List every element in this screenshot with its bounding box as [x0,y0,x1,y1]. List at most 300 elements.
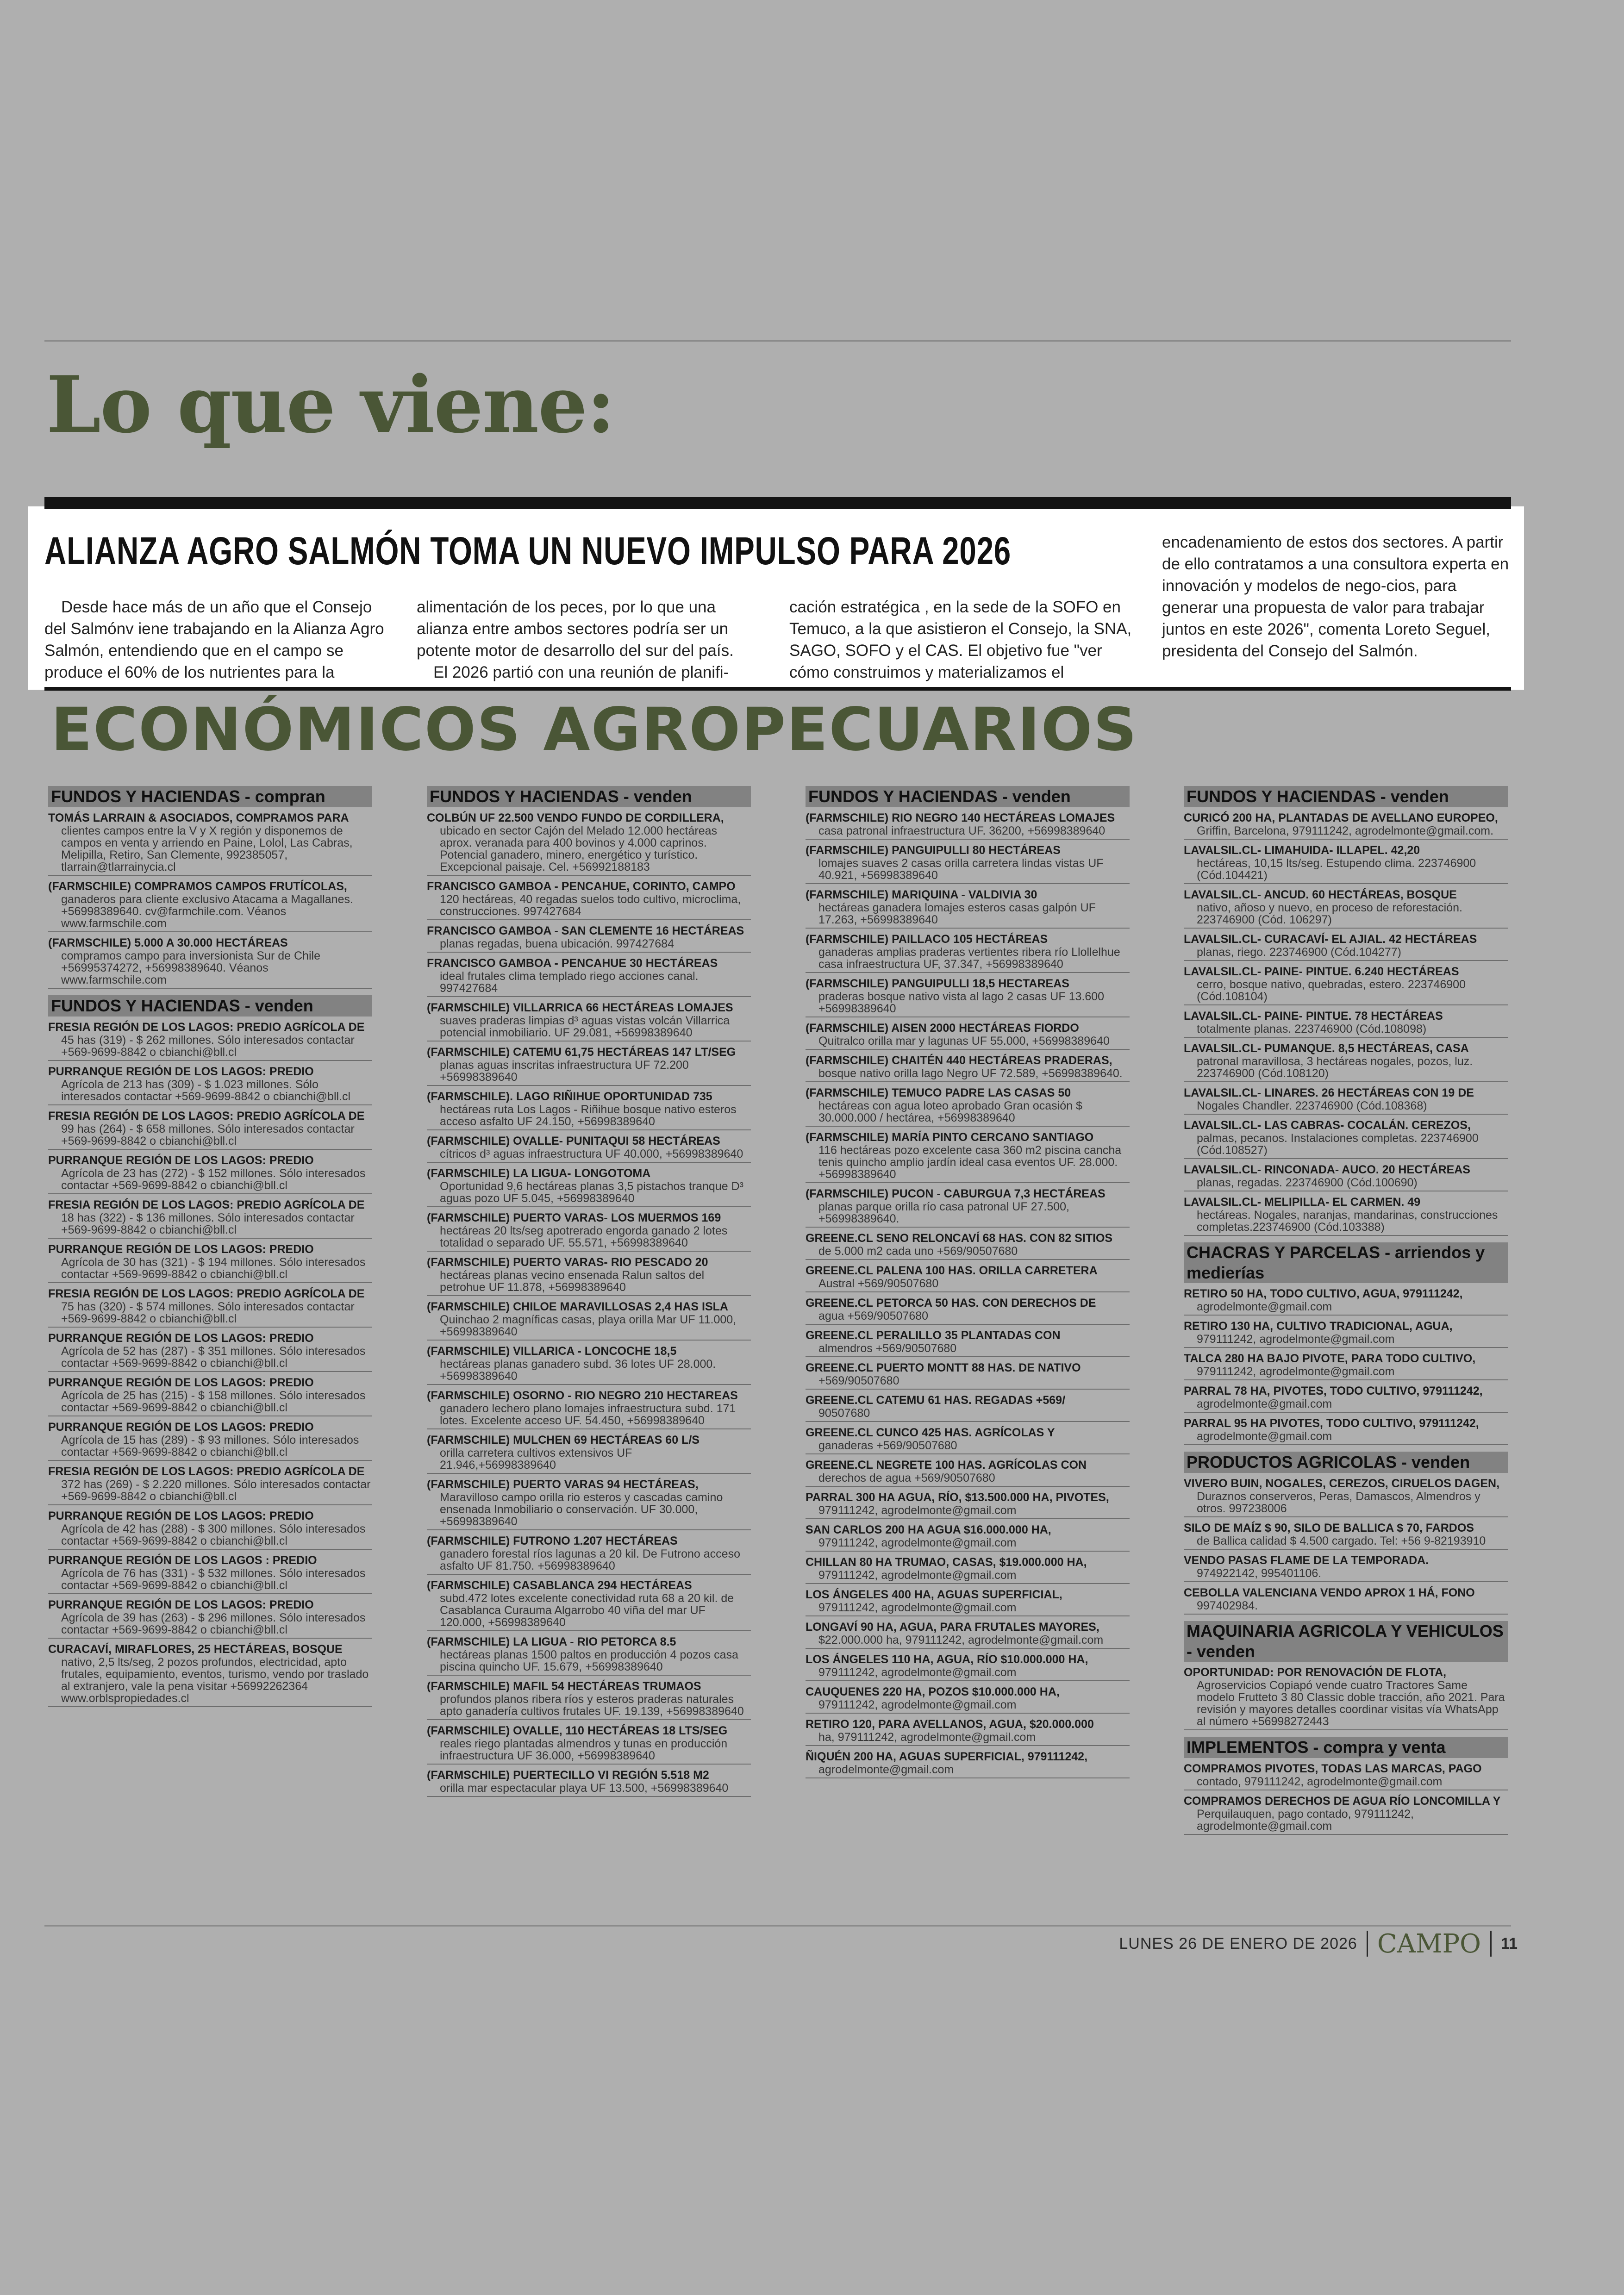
ad-body: 979111242, agrodelmonte@gmail.com [818,1536,1017,1549]
classified-ad [806,1085,1130,1127]
ad-body: Agrícola de 25 has (215) - $ 158 millones. Sólo interesados contactar +569-9699-8842 o cbianchi@bll.cl [61,1389,366,1414]
classified-ad [427,1388,751,1429]
ad-title: GREENE.CL CATEMU 61 HAS. REGADAS +569/ [806,1394,1066,1407]
classified-ad [806,1263,1130,1292]
classified-ad [48,1019,372,1061]
ad-body: orilla carretera cultivos extensivos UF 21.946,+56998389640 [440,1447,632,1472]
ad-body: subd.472 lotes excelente conectividad ruta 68 a 20 kil. de Casablanca Curauma Algarrobo 40 viña del mar UF 120.000, +56998389640 [440,1592,734,1629]
ad-body: Agrícola de 42 has (288) - $ 300 millones. Sólo interesados contactar +569-9699-8842 o cbianchi@bll.cl [61,1522,366,1547]
ad-body: cerro, bosque nativo, quebradas, estero. 223746900 (Cód.108104) [1197,978,1466,1003]
classified-ad [1184,964,1508,1005]
ad-body: hectáreas planas ganadero subd. 36 lotes UF 28.000. +56998389640 [440,1358,716,1383]
ad-body: Agrícola de 39 has (263) - $ 296 millones. Sólo interesados contactar +569-9699-8842 o cbianchi@bll.cl [61,1611,366,1636]
classified-ad [806,1230,1130,1260]
ad-body: 75 has (320) - $ 574 millones. Sólo interesados contactar +569-9699-8842 o cbianchi@bll.cl [61,1300,355,1325]
ad-title: PARRAL 300 HA AGUA, RÍO, $13.500.000 HA, PIVOTES, [806,1491,1109,1504]
classified-ad [427,923,751,953]
ad-body: planas parque orilla río casa patronal UF 27.500, +56998389640. [818,1200,1069,1225]
ad-title: GREENE.CL PUERTO MONTT 88 HAS. DE NATIVO [806,1361,1081,1374]
section-heading: MAQUINARIA AGRICOLA Y VEHICULOS - venden [1184,1621,1508,1662]
ad-title: PURRANQUE REGIÓN DE LOS LAGOS: PREDIO [48,1332,314,1345]
classified-ad [1184,1793,1508,1835]
classifieds-column-1 [48,786,372,1710]
section-heading: CHACRAS Y PARCELAS - arriendos y medierías [1184,1242,1508,1283]
classified-ad [1184,1476,1508,1517]
classified-ad [1184,1553,1508,1582]
ad-title: LAVALSIL.CL- PUMANQUE. 8,5 HECTÁREAS, CASA [1184,1042,1469,1055]
classified-ad [48,1375,372,1416]
ad-body: patronal maravillosa, 3 hectáreas nogales, pozos, luz. 223746900 (Cód.108120) [1197,1055,1473,1080]
ad-body: 116 hectáreas pozo excelente casa 360 m2 piscina cancha tenis quincho amplio jardín ideal casa eventos UF. 28.000. +56998389640 [818,1144,1122,1181]
ad-body: agrodelmonte@gmail.com [818,1763,954,1776]
ad-title: CURICÓ 200 HA, PLANTADAS DE AVELLANO EUROPEO, [1184,811,1498,824]
ad-body: ganadero forestal ríos lagunas a 20 kil. De Futrono acceso asfalto UF 81.750. +56998389640 [440,1547,740,1572]
ad-body: 45 has (319) - $ 262 millones. Sólo interesados contactar +569-9699-8842 o cbianchi@bll.cl [61,1034,355,1059]
ad-body: planas, riego. 223746900 (Cód.104277) [1197,946,1402,959]
news-column-3 [789,596,1146,683]
ad-title: (FARMSCHILE) 5.000 A 30.000 HECTÁREAS [48,936,288,949]
classified-ad [427,1723,751,1765]
ad-title: (FARMSCHILE) OVALLE- PUNITAQUI 58 HECTÁREAS [427,1135,720,1148]
classified-ad [48,1597,372,1639]
ad-title: PURRANQUE REGIÓN DE LOS LAGOS: PREDIO [48,1154,314,1167]
classified-ad [806,1425,1130,1454]
classified-ad [427,1767,751,1797]
ad-body: Quitralco orilla mar y lagunas UF 55.000, +56998389640 [818,1035,1110,1048]
classified-ad [48,1419,372,1461]
classified-ad [806,931,1130,973]
footer-divider [1367,1931,1368,1957]
ad-body: totalmente planas. 223746900 (Cód.108098) [1197,1023,1427,1035]
classified-ad [48,1286,372,1328]
ad-body: reales riego plantadas almendros y tunas en producción infraestructura UF 36.000, +56998389640 [440,1737,728,1762]
news-paragraph: Desde hace más de un año que el Consejo del Salmónv iene trabajando en la Alianza Agro Salmón, entendiendo que en el campo se produce el 60% de los nutrientes para la [44,598,384,681]
ad-title: PURRANQUE REGIÓN DE LOS LAGOS: PREDIO [48,1509,314,1522]
ad-title: (FARMSCHILE) OVALLE, 110 HECTÁREAS 18 LTS/SEG [427,1724,728,1737]
ad-body: de Ballica calidad $ 4.500 cargado. Tel: +56 9-82193910 [1197,1534,1486,1547]
classified-ad [806,842,1130,884]
ad-title: (FARMSCHILE) PUCON - CABURGUA 7,3 HECTÁREAS [806,1187,1106,1200]
classified-ad [806,887,1130,929]
ad-body: 974922142, 995401106. [1197,1567,1322,1580]
news-paragraph: El 2026 partió con una reunión de planifi- [433,663,729,681]
footer-brand: CAMPO [1377,1928,1481,1959]
classified-ad [806,1020,1130,1050]
news-column-4 [1162,531,1514,662]
ad-title: GREENE.CL PERALILLO 35 PLANTADAS CON [806,1329,1061,1342]
classified-ad [806,1619,1130,1649]
ad-body: Agrícola de 23 has (272) - $ 152 millones. Sólo interesados contactar +569-9699-8842 o cbianchi@bll.cl [61,1167,366,1192]
ad-body: ganaderos para cliente exclusivo Atacama a Magallanes. +56998389640. cv@farmchile.com. Véanos www.farmschile.com [61,893,353,930]
ad-title: LAVALSIL.CL- RINCONADA- AUCO. 20 HECTÁREAS [1184,1163,1470,1176]
ad-body: agua +569/90507680 [818,1310,929,1322]
ad-title: OPORTUNIDAD: POR RENOVACIÓN DE FLOTA, [1184,1666,1447,1679]
top-rule [44,340,1511,342]
ad-body: hectáreas ganadera lomajes esteros casas galpón UF 17.263, +56998389640 [818,901,1096,926]
ad-body: 372 has (269) - $ 2.220 millones. Sólo interesados contactar +569-9699-8842 o cbianchi@bll.cl [61,1478,371,1503]
ad-title: VIVERO BUIN, NOGALES, CEREZOS, CIRUELOS DAGEN, [1184,1477,1500,1490]
ad-title: PARRAL 78 HA, PIVOTES, TODO CULTIVO, 979111242, [1184,1384,1483,1397]
ad-title: COMPRAMOS DERECHOS DE AGUA RÍO LONCOMILLA Y [1184,1795,1501,1808]
ad-title: FRESIA REGIÓN DE LOS LAGOS: PREDIO AGRÍCOLA DE [48,1198,365,1211]
ad-body: Austral +569/90507680 [818,1277,939,1290]
ad-title: RETIRO 120, PARA AVELLANOS, AGUA, $20.000.000 [806,1718,1094,1731]
classified-ad [806,1749,1130,1778]
classified-ad [427,1432,751,1474]
ad-body: Agrícola de 213 has (309) - $ 1.023 millones. Sólo interesados contactar +569-9699-8842 o cbianchi@bll.cl [61,1078,351,1103]
ad-body: hectáreas con agua loteo aprobado Gran ocasión $ 30.000.000 / hectárea, +56998389640 [818,1099,1082,1124]
ad-body: casa patronal infraestructura UF. 36200, +56998389640 [818,824,1106,837]
classified-ad [48,1241,372,1283]
ad-title: LAVALSIL.CL- LINARES. 26 HECTÁREAS CON 19 DE [1184,1086,1474,1099]
ad-title: CHILLAN 80 HA TRUMAO, CASAS, $19.000.000 HA, [806,1556,1087,1569]
ad-title: FRESIA REGIÓN DE LOS LAGOS: PREDIO AGRÍCOLA DE [48,1465,365,1478]
classified-ad [1184,1351,1508,1380]
ad-body: 90507680 [818,1407,870,1420]
ad-body: praderas bosque nativo vista al lago 2 casas UF 13.600 +56998389640 [818,990,1105,1015]
section-heading: FUNDOS Y HACIENDAS - venden [1184,786,1508,807]
section-title: Lo que viene: [46,359,615,450]
ad-title: LONGAVÍ 90 HA, AGUA, PARA FRUTALES MAYORES, [806,1621,1099,1634]
classified-ad [427,1578,751,1631]
ad-title: (FARMSCHILE) LA LIGUA- LONGOTOMA [427,1167,651,1180]
classified-ad [806,810,1130,840]
ad-title: CEBOLLA VALENCIANA VENDO APROX 1 HÁ, FONO [1184,1586,1475,1599]
ad-title: (FARMSCHILE) PUERTO VARAS- LOS MUERMOS 169 [427,1211,721,1224]
classified-ad [806,1392,1130,1422]
classified-ad [427,1166,751,1207]
classified-ad [806,1522,1130,1552]
ad-title: ÑIQUÉN 200 HA, AGUAS SUPERFICIAL, 979111242, [806,1750,1088,1763]
classified-ad [1184,810,1508,840]
classified-ad [806,1053,1130,1082]
classified-ad [1184,1117,1508,1159]
classified-ad [806,1684,1130,1714]
classified-ad [1184,1318,1508,1348]
ad-title: PURRANQUE REGIÓN DE LOS LAGOS: PREDIO [48,1243,314,1256]
ad-body: Agrícola de 30 has (321) - $ 194 millones. Sólo interesados contactar +569-9699-8842 o cbianchi@bll.cl [61,1256,366,1281]
classified-ad [1184,1383,1508,1413]
ad-body: Nogales Chandler. 223746900 (Cód.108368) [1197,1099,1427,1112]
ad-body: almendros +569/90507680 [818,1342,957,1355]
ad-title: SAN CARLOS 200 HA AGUA $16.000.000 HA, [806,1523,1051,1536]
classified-ad [1184,842,1508,884]
ad-body: hectáreas. Nogales, naranjas, mandarinas, construcciones completas.223746900 (Cód.103388) [1197,1209,1498,1234]
ad-title: PURRANQUE REGIÓN DE LOS LAGOS: PREDIO [48,1376,314,1389]
ad-title: LAVALSIL.CL- PAINE- PINTUE. 6.240 HECTÁREAS [1184,965,1459,978]
news-column-1 [44,596,392,683]
section-heading: FUNDOS Y HACIENDAS - venden [806,786,1130,807]
ad-body: nativo, añoso y nuevo, en proceso de reforestación. 223746900 (Cód. 106297) [1197,901,1462,926]
classified-ad [427,1089,751,1130]
ad-body: compramos campo para inversionista Sur de Chile +56995374272, +56998389640. Véanos www.farmschile.com [61,949,320,986]
classified-ad [427,1299,751,1341]
classified-ad [48,810,372,876]
classified-ad [427,955,751,997]
classified-ad [1184,1585,1508,1615]
classified-ad [427,1254,751,1296]
classified-ad [427,1343,751,1385]
ad-title: (FARMSCHILE) PUERTO VARAS- RIO PESCADO 20 [427,1256,708,1269]
ad-body: lomajes suaves 2 casas orilla carretera lindas vistas UF 40.921, +56998389640 [818,857,1104,882]
ad-title: RETIRO 130 HA, CULTIVO TRADICIONAL, AGUA, [1184,1320,1453,1333]
ad-body: clientes campos entre la V y X región y disponemos de campos en venta y arriendo en Paine, Lolol, Las Cabras, Melipilla, Retiro, San Clemente, 992385057, tlarrain@tlarrainycia.cl [61,824,353,873]
classified-ad [427,1533,751,1575]
ad-body: 979111242, agrodelmonte@gmail.com [818,1569,1017,1582]
ad-body: planas, regadas. 223746900 (Cód.100690) [1197,1176,1418,1189]
classified-ad [806,1186,1130,1228]
ad-body: 120 hectáreas, 40 regadas suelos todo cultivo, microclima, construcciones. 997427684 [440,893,741,918]
classified-ad [427,1477,751,1530]
classified-ad [48,1330,372,1372]
ad-body: profundos planos ribera ríos y esteros praderas naturales apto ganadería cultivos frutales UF. 19.139, +56998389640 [440,1693,744,1718]
ad-title: FRESIA REGIÓN DE LOS LAGOS: PREDIO AGRÍCOLA DE [48,1287,365,1300]
ad-title: (FARMSCHILE) TEMUCO PADRE LAS CASAS 50 [806,1086,1071,1099]
ad-title: PURRANQUE REGIÓN DE LOS LAGOS: PREDIO [48,1421,314,1434]
ad-title: (FARMSCHILE) COMPRAMOS CAMPOS FRUTÍCOLAS, [48,880,347,893]
ad-title: (FARMSCHILE) PANGUIPULLI 80 HECTÁREAS [806,844,1061,857]
classified-ad [806,1587,1130,1616]
classifieds-column-3 [806,786,1130,1781]
footer-date: LUNES 26 DE ENERO DE 2026 [1119,1934,1357,1952]
page-number: 11 [1501,1934,1518,1952]
ad-title: (FARMSCHILE) PUERTO VARAS 94 HECTÁREAS, [427,1478,699,1491]
ad-body: agrodelmonte@gmail.com [1197,1430,1332,1443]
ad-title: VENDO PASAS FLAME DE LA TEMPORADA. [1184,1554,1429,1567]
ad-title: (FARMSCHILE). LAGO RIÑIHUE OPORTUNIDAD 735 [427,1090,712,1103]
ad-title: (FARMSCHILE) FUTRONO 1.207 HECTÁREAS [427,1534,678,1547]
ad-title: TOMÁS LARRAIN & ASOCIADOS, COMPRAMOS PARA [48,811,349,824]
classified-ad [1184,1286,1508,1316]
section-heading: PRODUCTOS AGRICOLAS - venden [1184,1452,1508,1473]
ad-title: CAUQUENES 220 HA, POZOS $10.000.000 HA, [806,1685,1060,1698]
ad-body: Quinchao 2 magníficas casas, playa orilla Mar UF 11.000, +56998389640 [440,1313,737,1338]
news-top-rule [44,497,1511,509]
ad-title: LOS ÁNGELES 400 HA, AGUAS SUPERFICIAL, [806,1588,1062,1601]
news-paragraph: alimentación de los peces, por lo que una alianza entre ambos sectores podría ser un potente motor de desarrollo del sur del país. [417,598,734,660]
ad-body: Duraznos conserveros, Peras, Damascos, Almendros y otros. 997238006 [1197,1490,1480,1515]
ad-body: planas regadas, buena ubicación. 997427684 [440,937,674,950]
classified-ad [48,1641,372,1707]
ad-body: derechos de agua +569/90507680 [818,1472,995,1484]
ad-title: COLBÚN UF 22.500 VENDO FUNDO DE CORDILLERA, [427,811,724,824]
ad-body: Agrícola de 15 has (289) - $ 93 millones. Sólo interesados contactar +569-9699-8842 o cbianchi@bll.cl [61,1434,359,1459]
ad-body: orilla mar espectacular playa UF 13.500, +56998389640 [440,1782,729,1795]
ad-title: TALCA 280 HA BAJO PIVOTE, PARA TODO CULTIVO, [1184,1352,1476,1365]
ad-title: LAVALSIL.CL- CURACAVÍ- EL AJIAL. 42 HECTÁREAS [1184,933,1477,946]
ad-body: hectáreas, 10,15 lts/seg. Estupendo clima. 223746900 (Cód.104421) [1197,857,1476,882]
ad-body: Oportunidad 9,6 hectáreas planas 3,5 pistachos tranque D³ aguas pozo UF 5.045, +56998389640 [440,1180,743,1205]
ad-body: Perquilauquen, pago contado, 979111242, agrodelmonte@gmail.com [1197,1808,1414,1833]
ad-body: ganadero lechero plano lomajes infraestructura subd. 171 lotes. Excelente acceso UF. 54.450, +56998389640 [440,1402,736,1427]
ad-title: (FARMSCHILE) MARÍA PINTO CERCANO SANTIAGO [806,1131,1094,1144]
classified-ad [1184,1665,1508,1730]
ad-title: RETIRO 50 HA, TODO CULTIVO, AGUA, 979111242, [1184,1287,1463,1300]
classified-ad [806,1129,1130,1183]
ad-body: hectáreas planas vecino ensenada Ralun saltos del petrohue UF 11.878, +56998389640 [440,1269,705,1294]
ad-title: GREENE.CL PALENA 100 HAS. ORILLA CARRETERA [806,1264,1098,1277]
classified-ad [1184,1085,1508,1115]
ad-body: 979111242, agrodelmonte@gmail.com [818,1698,1017,1711]
footer-divider [1490,1931,1492,1957]
classified-ad [427,1044,751,1086]
classified-ad [427,1133,751,1163]
classified-ad [48,1064,372,1105]
page-footer [1119,1927,1518,1961]
ad-title: GREENE.CL NEGRETE 100 HAS. AGRÍCOLAS CON [806,1459,1087,1472]
ad-body: agrodelmonte@gmail.com [1197,1300,1332,1313]
news-paragraph: encadenamiento de estos dos sectores. A partir de ello contratamos a una consultora experta en innovación y modelos de nego-cios, para generar una propuesta de valor para trabajar juntos en este 2026", comenta Loreto Seguel, presidenta del Consejo del Salmón. [1162,533,1509,660]
classified-ad [427,1000,751,1041]
classified-ad [1184,1041,1508,1082]
ad-title: GREENE.CL CUNCO 425 HAS. AGRÍCOLAS Y [806,1426,1055,1439]
ad-title: LAVALSIL.CL- ANCUD. 60 HECTÁREAS, BOSQUE [1184,888,1457,901]
classified-ad [806,1295,1130,1325]
section-heading: FUNDOS Y HACIENDAS - venden [48,995,372,1017]
ad-body: 979111242, agrodelmonte@gmail.com [818,1666,1017,1679]
ad-title: PURRANQUE REGIÓN DE LOS LAGOS: PREDIO [48,1598,314,1611]
ad-body: 99 has (264) - $ 658 millones. Sólo interesados contactar +569-9699-8842 o cbianchi@bll.cl [61,1123,355,1148]
ad-body: Agrícola de 52 has (287) - $ 351 millones. Sólo interesados contactar +569-9699-8842 o cbianchi@bll.cl [61,1345,366,1370]
ad-title: PURRANQUE REGIÓN DE LOS LAGOS: PREDIO [48,1065,314,1078]
ad-title: PURRANQUE REGIÓN DE LOS LAGOS : PREDIO [48,1554,317,1567]
ad-title: LOS ÁNGELES 110 HA, AGUA, RÍO $10.000.000 HA, [806,1653,1088,1666]
ad-body: agrodelmonte@gmail.com [1197,1397,1332,1410]
ad-title: FRESIA REGIÓN DE LOS LAGOS: PREDIO AGRÍCOLA DE [48,1021,365,1034]
classified-ad [1184,1416,1508,1445]
ad-body: ganaderas +569/90507680 [818,1439,957,1452]
ad-title: (FARMSCHILE) MARIQUINA - VALDIVIA 30 [806,888,1037,901]
classified-ad [48,1553,372,1594]
ad-title: (FARMSCHILE) VILLARICA - LONCOCHE 18,5 [427,1345,677,1358]
ad-title: (FARMSCHILE) LA LIGUA - RIO PETORCA 8.5 [427,1635,676,1648]
ad-title: (FARMSCHILE) RIO NEGRO 140 HECTÁREAS LOMAJES [806,811,1115,824]
classified-ad [1184,1008,1508,1038]
classified-ad [48,935,372,989]
ad-body: cítricos d³ aguas infraestructura UF 40.000, +56998389640 [440,1148,743,1160]
ad-title: (FARMSCHILE) MAFIL 54 HECTÁREAS TRUMAOS [427,1680,701,1693]
news-headline: ALIANZA AGRO SALMÓN TOMA UN NUEVO IMPULSO PARA 2026 [44,529,1012,573]
ad-title: (FARMSCHILE) CASABLANCA 294 HECTÁREAS [427,1579,692,1592]
classified-ad [1184,887,1508,929]
ad-title: LAVALSIL.CL- PAINE- PINTUE. 78 HECTÁREAS [1184,1010,1443,1023]
ad-body: 979111242, agrodelmonte@gmail.com [1197,1333,1395,1346]
classified-ad [48,1508,372,1550]
classified-ad [806,976,1130,1017]
ad-body: 979111242, agrodelmonte@gmail.com [818,1504,1017,1517]
classified-ad [427,1634,751,1676]
ad-title: FRANCISCO GAMBOA - SAN CLEMENTE 16 HECTÁREAS [427,924,744,937]
classifieds-column-2 [427,786,751,1800]
ad-body: Griffin, Barcelona, 979111242, agrodelmonte@gmail.com. [1197,824,1494,837]
ad-title: SILO DE MAÍZ $ 90, SILO DE BALLICA $ 70, FARDOS [1184,1522,1474,1534]
ad-title: (FARMSCHILE) PANGUIPULLI 18,5 HECTAREAS [806,977,1069,990]
classifieds-column-4 [1184,786,1508,1838]
ad-body: 979111242, agrodelmonte@gmail.com [818,1601,1017,1614]
ad-body: palmas, pecanos. Instalaciones completas. 223746900 (Cód.108527) [1197,1132,1479,1157]
classified-ad [1184,1761,1508,1790]
classified-ad [806,1554,1130,1584]
ad-body: contado, 979111242, agrodelmonte@gmail.com [1197,1775,1443,1788]
classified-ad [48,1108,372,1150]
ad-title: (FARMSCHILE) AISEN 2000 HECTÁREAS FIORDO [806,1022,1079,1035]
ad-title: PARRAL 95 HA PIVOTES, TODO CULTIVO, 979111242, [1184,1417,1479,1430]
classifieds-title: ECONÓMICOS AGROPECUARIOS [51,695,1138,764]
ad-body: Maravilloso campo orilla rio esteros y cascadas camino ensenada Inmobiliario o conservación. UF 30.000, +56998389640 [440,1491,723,1528]
classified-ad [48,1153,372,1194]
ad-body: 979111242, agrodelmonte@gmail.com [1197,1365,1395,1378]
ad-title: (FARMSCHILE) MULCHEN 69 HECTÁREAS 60 L/S [427,1434,700,1447]
classified-ad [48,1197,372,1239]
section-heading: FUNDOS Y HACIENDAS - venden [427,786,751,807]
ad-title: LAVALSIL.CL- LIMAHUIDA- ILLAPEL. 42,20 [1184,844,1420,857]
ad-body: hectáreas ruta Los Lagos - Riñihue bosque nativo esteros acceso asfalto UF 24.150, +56998389640 [440,1103,737,1128]
ad-body: ganaderas amplias praderas vertientes ribera río Llollelhue casa infraestructura UF, 37.347, +56998389640 [818,946,1120,971]
ad-body: 18 has (322) - $ 136 millones. Sólo interesados contactar +569-9699-8842 o cbianchi@bll.cl [61,1211,355,1236]
ad-body: $22.000.000 ha, 979111242, agrodelmonte@gmail.com [818,1634,1104,1646]
ad-title: FRANCISCO GAMBOA - PENCAHUE 30 HECTÁREAS [427,957,718,970]
ad-body: +569/90507680 [818,1374,899,1387]
ad-body: hectáreas 20 lts/seg apotrerado engorda ganado 2 lotes totalidad o separado UF. 55.571, +56998389640 [440,1224,728,1249]
ad-title: LAVALSIL.CL- LAS CABRAS- COCALÁN. CEREZOS, [1184,1119,1471,1132]
ad-title: GREENE.CL PETORCA 50 HAS. CON DERECHOS DE [806,1297,1096,1310]
classified-ad [806,1652,1130,1681]
classified-ad [1184,1162,1508,1191]
news-bottom-rule [44,687,1511,691]
classified-ad [806,1360,1130,1390]
ad-title: LAVALSIL.CL- MELIPILLA- EL CARMEN. 49 [1184,1196,1421,1209]
ad-title: (FARMSCHILE) CHILOE MARAVILLOSAS 2,4 HAS ISLA [427,1300,728,1313]
ad-title: (FARMSCHILE) PUERTECILLO VI REGIÓN 5.518 M2 [427,1769,709,1782]
ad-body: 997402984. [1197,1599,1258,1612]
ad-title: (FARMSCHILE) OSORNO - RIO NEGRO 210 HECTAREAS [427,1389,738,1402]
ad-title: (FARMSCHILE) CATEMU 61,75 HECTÁREAS 147 LT/SEG [427,1046,736,1059]
classified-ad [806,1716,1130,1746]
ad-title: (FARMSCHILE) VILLARRICA 66 HECTÁREAS LOMAJES [427,1001,733,1014]
ad-title: FRESIA REGIÓN DE LOS LAGOS: PREDIO AGRÍCOLA DE [48,1110,365,1123]
section-heading: IMPLEMENTOS - compra y venta [1184,1737,1508,1758]
ad-body: Agroservicios Copiapó vende cuatro Tractores Same modelo Frutteto 3 80 Classic doble tracción, año 2021. Para revisión y mayores detalles coordinar visitas vía WhatsApp al número +56998272443 [1197,1679,1505,1728]
ad-title: CURACAVÍ, MIRAFLORES, 25 HECTÁREAS, BOSQUE [48,1643,343,1656]
classified-ad [48,879,372,932]
classified-ad [1184,1520,1508,1550]
ad-body: de 5.000 m2 cada uno +569/90507680 [818,1245,1018,1258]
classified-ad [427,1678,751,1720]
ad-title: GREENE.CL SENO RELONCAVÍ 68 HAS. CON 82 SITIOS [806,1232,1113,1245]
ad-body: hectáreas planas 1500 paltos en producción 4 pozos casa piscina quincho UF. 15.679, +56998389640 [440,1648,738,1673]
classified-ad [427,810,751,876]
ad-title: FRANCISCO GAMBOA - PENCAHUE, CORINTO, CAMPO [427,880,736,893]
ad-body: ubicado en sector Cajón del Melado 12.000 hectáreas aprox. veranada para 400 bovinos y 4.000 caprinos. Potencial ganadero, minero, energético y turístico. Excepcional paisaje. Cel. +56992188183 [440,824,718,873]
ad-body: suaves praderas limpias d³ aguas vistas volcán Villarrica potencial inmobiliario. UF 29.081, +56998389640 [440,1014,730,1039]
classified-ad [806,1328,1130,1357]
ad-body: planas aguas inscritas infraestructura UF 72.200 +56998389640 [440,1059,689,1084]
classified-ad [1184,1194,1508,1236]
ad-body: bosque nativo orilla lago Negro UF 72.589, +56998389640. [818,1067,1123,1080]
classified-ad [48,1464,372,1505]
ad-title: (FARMSCHILE) CHAITÉN 440 HECTÁREAS PRADERAS, [806,1054,1112,1067]
classified-ad [427,1210,751,1252]
news-column-2 [417,596,764,683]
classified-ad [1184,931,1508,961]
section-heading: FUNDOS Y HACIENDAS - compran [48,786,372,807]
ad-body: ideal frutales clima templado riego acciones canal. 997427684 [440,970,699,995]
ad-title: (FARMSCHILE) PAILLACO 105 HECTÁREAS [806,933,1048,946]
news-paragraph: cación estratégica , en la sede de la SOFO en Temuco, a la que asistieron el Consejo, la SNA, SAGO, SOFO y el CAS. El objetivo fue "ver cómo construimos y materializamos el [789,598,1132,681]
ad-body: nativo, 2,5 lts/seg, 2 pozos profundos, electricidad, apto frutales, equipamiento, eventos, turismo, vendo por traslado al extranjero, vale la pena visitar +56992262364 www.orblspropiedades.cl [61,1656,369,1705]
classified-ad [806,1457,1130,1487]
classified-ad [427,879,751,920]
